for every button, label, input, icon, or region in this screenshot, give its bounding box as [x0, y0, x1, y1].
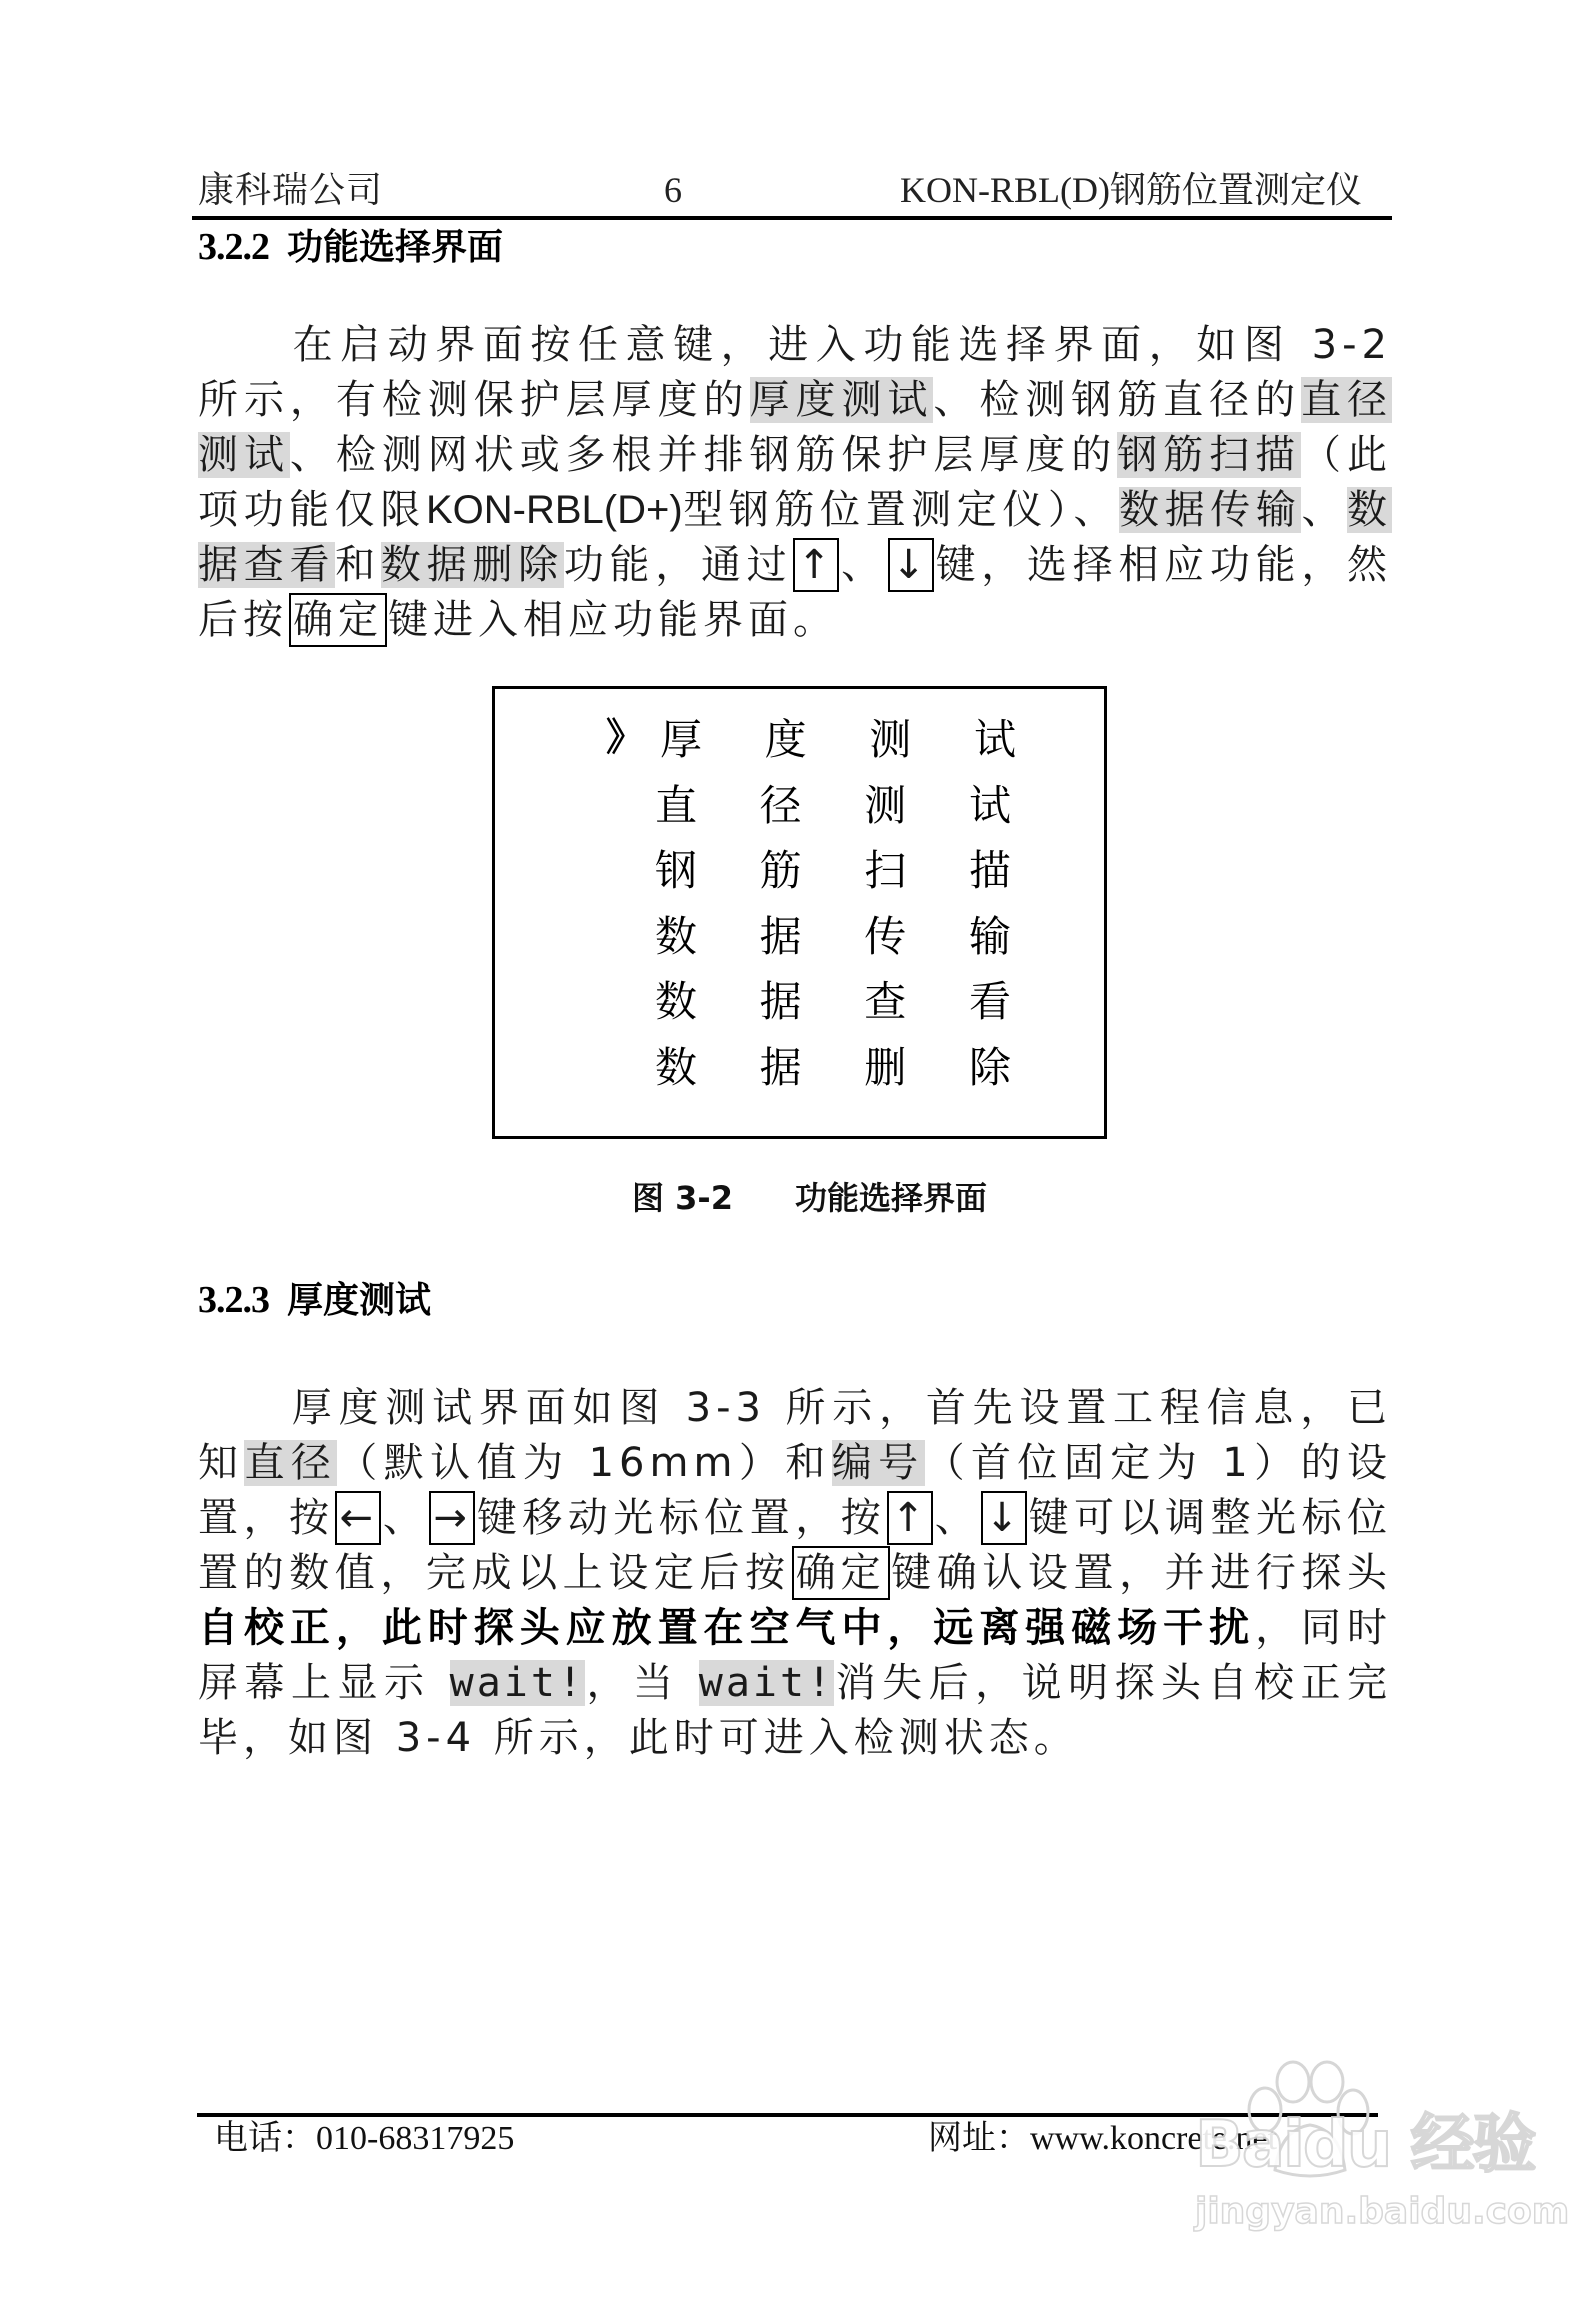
- menu-item-data-transfer[interactable]: [653, 912, 1013, 962]
- text: 在启动界面按任意键，进入功能选择界面，如图 3-2 所示，有检测保护层厚度的: [198, 322, 1392, 423]
- menu-char: 钢: [654, 846, 697, 895]
- header-page-number: 6: [664, 170, 682, 210]
- menu-char: 数: [654, 912, 697, 961]
- menu-cursor-icon: 》: [606, 715, 645, 759]
- menu-item-rebar-scan[interactable]: [653, 846, 1013, 896]
- menu-char: 测: [864, 781, 907, 830]
- key-confirm: 确定: [289, 593, 387, 647]
- menu-char: 除: [968, 1043, 1011, 1092]
- menu-char: 直: [654, 781, 697, 830]
- footer-phone: 电话：010-68317925: [214, 2120, 515, 2157]
- footer-rule: [197, 2113, 1378, 2117]
- highlight-data-transfer: 数据传输: [1119, 487, 1302, 533]
- figure-label: 图 3-2: [632, 1179, 733, 1217]
- menu-char: 筋: [759, 846, 802, 895]
- highlight-diameter: 直径: [244, 1440, 338, 1486]
- menu-char: 据: [759, 1043, 802, 1092]
- header-company: 康科瑞公司: [198, 170, 384, 210]
- text: （默认值为 16mm）和: [337, 1440, 832, 1486]
- highlight-data-view: 数据查看: [198, 487, 1393, 588]
- menu-char: 据: [759, 912, 802, 961]
- text: （此项功能仅限: [198, 432, 1393, 533]
- menu-char: 试: [973, 715, 1016, 764]
- text: 功能，通过: [563, 542, 793, 588]
- wait-message: wait!: [449, 1660, 586, 1706]
- section-heading-3-2-2: [198, 224, 503, 271]
- model-name: KON-RBL(D+): [425, 488, 683, 532]
- highlight-serial-number: 编号: [831, 1440, 925, 1486]
- text: 厚度测试界面如图 3-3 所示，首先设置工程信息，已知: [198, 1385, 1392, 1486]
- key-down-icon: ↓: [981, 1491, 1027, 1545]
- text: 、: [1301, 487, 1348, 533]
- watermark-brand: Baidu 经验: [1195, 2108, 1535, 2182]
- header-rule: [192, 216, 1392, 220]
- key-right-icon: →: [429, 1491, 475, 1545]
- menu-char: 数: [654, 977, 697, 1026]
- key-confirm: 确定: [792, 1546, 890, 1600]
- highlight-rebar-scan: 钢筋扫描: [1117, 432, 1302, 478]
- text: 消失后，说明探头自校正完毕，如图 3-4 所示，此时可进入检测状态。: [198, 1660, 1393, 1761]
- key-left-icon: ←: [335, 1491, 381, 1545]
- menu-char: 传: [864, 912, 907, 961]
- text: 、: [382, 1495, 429, 1541]
- text: 键进入相应功能界面。: [388, 597, 838, 643]
- menu-char: 试: [968, 781, 1011, 830]
- text: 键移动光标位置，按: [476, 1495, 887, 1541]
- menu-char: 扫: [864, 846, 907, 895]
- section-number: 3.2.2: [198, 226, 269, 268]
- section-title: 厚度测试: [287, 1280, 432, 1321]
- text: ，当: [585, 1660, 699, 1706]
- text: 键，选择相应功能，然后按: [198, 542, 1393, 643]
- highlight-diameter-test: 直径测试: [198, 377, 1393, 478]
- menu-item-thickness-test[interactable]: [658, 715, 1018, 765]
- watermark-site: jingyan.baidu.com: [1195, 2191, 1570, 2232]
- menu-char: 输: [968, 912, 1011, 961]
- menu-item-data-delete[interactable]: [653, 1043, 1013, 1093]
- section-heading-3-2-3: [198, 1277, 431, 1324]
- text: 、检测网状或多根并排钢筋保护层厚度的: [289, 432, 1118, 478]
- highlight-thickness-test: 厚度测试: [749, 377, 934, 423]
- menu-char: 据: [759, 977, 802, 1026]
- text: （首位固定为 1）的设置，按: [198, 1440, 1393, 1541]
- text: 、: [840, 542, 887, 588]
- menu-item-diameter-test[interactable]: [653, 781, 1013, 831]
- menu-char: 描: [968, 846, 1011, 895]
- text: 型钢筋位置测定仪）、: [682, 487, 1120, 533]
- menu-char: 径: [759, 781, 802, 830]
- section-number: 3.2.3: [198, 1279, 269, 1321]
- menu-char: 厚: [659, 715, 702, 764]
- section-title: 功能选择界面: [287, 227, 504, 268]
- wait-message: wait!: [698, 1660, 835, 1706]
- footer-website: 网址：www.koncrete.net: [928, 2120, 1278, 2157]
- paragraph-function-select: [198, 318, 1392, 648]
- text: 、: [934, 1495, 981, 1541]
- key-up-icon: ↑: [887, 1491, 933, 1545]
- figure-title: 功能选择界面: [794, 1179, 987, 1217]
- text: ，同时屏幕上显示: [198, 1605, 1393, 1706]
- highlight-data-delete: 数据删除: [380, 542, 564, 588]
- menu-char: 数: [654, 1043, 697, 1092]
- text: 和: [335, 542, 381, 588]
- text: 、检测钢筋直径的: [933, 377, 1302, 423]
- menu-char: 删: [864, 1043, 907, 1092]
- paragraph-thickness-test: [198, 1381, 1392, 1766]
- menu-char: 度: [764, 715, 807, 764]
- menu-char: 看: [968, 977, 1011, 1026]
- bold-warning: 自校正，此时探头应放置在空气中，远离强磁场干扰: [198, 1605, 1256, 1651]
- menu-char: 查: [864, 977, 907, 1026]
- text: 键可以调整光标位置的数值，完成以上设定后按: [198, 1495, 1393, 1596]
- key-up-icon: ↑: [793, 538, 839, 592]
- menu-item-data-view[interactable]: [653, 977, 1013, 1027]
- key-down-icon: ↓: [888, 538, 934, 592]
- header-product: KON-RBL(D)钢筋位置测定仪: [900, 170, 1362, 210]
- figure-caption: [632, 1178, 987, 1218]
- text: 键确认设置，并进行探头: [890, 1550, 1393, 1596]
- menu-char: 测: [869, 715, 912, 764]
